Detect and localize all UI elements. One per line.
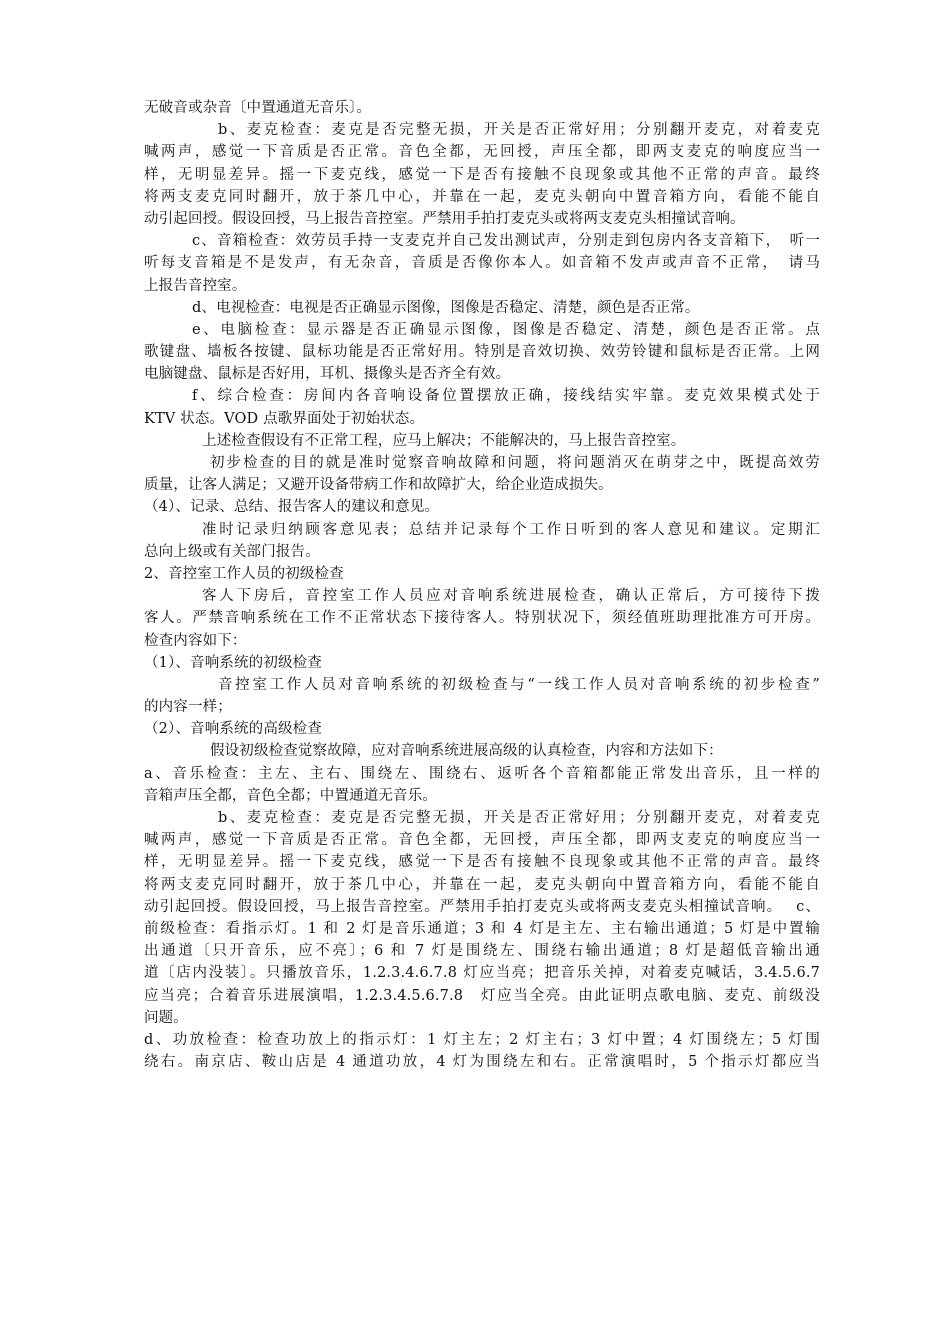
text-line: 无破音或杂音〔中置通道无音乐〕。 [144,100,372,116]
text-line: c、音箱检查：效劳员手持一支麦克并自己发出测试声，分别走到包房内各支音箱下， 听一 [192,233,820,250]
text-line: 电脑键盘、鼠标是否好用，耳机、摄像头是否齐全有效。 [144,366,511,383]
text-line: 问题。 [144,1009,188,1026]
document-page [144,97,820,1073]
text-line: d、功放检查：检查功放上的指示灯：1 灯主左；2 灯主右；3 灯中置；4 灯围绕左；5 灯围 [144,1031,820,1048]
text-line: 动引起回授。假设回授，马上报告音控室。严禁用手拍打麦克头或将两支麦克头相撞试音响。 [144,210,745,227]
text-line: 客人下房后，音控室工作人员应对音响系统进展检查，确认正常后，方可接待下拨 [202,588,820,605]
text-line: 将两支麦克同时翻开，放于茶几中心，并靠在一起，麦克头朝向中置音箱方向，看能不能自 [144,876,820,893]
text-line: 道〔店内没装〕。只播放音乐，1.2.3.4.6.7.8 灯应当亮；把音乐关掉，对着麦克喊话，3.4.5.6.7 [144,965,820,982]
text-line: 绕右。南京店、鞍山店是 4 通道功放，4 灯为围绕左和右。正常演唱时，5 个指示灯都应当 [144,1054,820,1071]
text-line: b、麦克检查：麦克是否完整无损，开关是否正常好用；分别翻开麦克，对着麦克 [218,810,820,826]
text-line: 喊两声，感觉一下音质是否正常。音色全都，无回授，声压全都，即两支麦克的响度应当一 [144,144,820,161]
text-line: d、电视检查：电视是否正确显示图像，图像是否稳定、清楚，颜色是否正常。 [192,299,700,316]
text-line: 初步检查的目的就是准时觉察音响故障和问题，将问题消灭在萌芽之中，既提高效劳 [210,455,820,471]
text-line: 检查内容如下： [144,632,247,649]
text-line: 样，无明显差异。摇一下麦克线，感觉一下是否有接触不良现象或其他不正常的声音。最终 [144,166,820,183]
text-line: 听每支音箱是不是发声，有无杂音，音质是否像你本人。如音箱不发声或声音不正常， 请马 [144,255,820,272]
text-line: 上报告音控室。 [144,277,247,294]
text-line: 喊两声，感觉一下音质是否正常。音色全都，无回授，声压全都，即两支麦克的响度应当一 [144,832,820,849]
text-line: b、麦克检查：麦克是否完整无损，开关是否正常好用；分别翻开麦克，对着麦克 [218,122,820,139]
text-line: （2）、音响系统的高级检查 [144,721,322,738]
text-line: 出通道〔只开音乐，应不亮〕；6 和 7 灯是围绕左、围绕右输出通道；8 灯是超低音输出通 [144,943,820,960]
text-line: e、电脑检查：显示器是否正确显示图像，图像是否稳定、清楚，颜色是否正常。点 [192,321,820,338]
text-line: 动引起回授。假设回授，马上报告音控室。严禁用手拍打麦克头或将两支麦克头相撞试音响。 c、 [144,898,820,915]
text-line: 应当亮；合着音乐进展演唱，1.2.3.4.5.6.7.8 灯应当全亮。由此证明点歌电脑、麦克、前级没 [144,987,820,1004]
text-line: 2、音控室工作人员的初级检查 [144,565,344,582]
text-line: 准时记录归纳顾客意见表；总结并记录每个工作日听到的客人意见和建议。定期汇 [202,521,820,538]
text-line: a、音乐检查：主左、主右、围绕左、围绕右、返听各个音箱都能正常发出音乐，且一样的 [144,765,820,782]
text-line: 的内容一样； [144,699,232,716]
text-line: f、综合检查：房间内各音响设备位置摆放正确，接线结实牢靠。麦克效果模式处于 [192,388,820,405]
text-line: 总向上级或有关部门报告。 [144,543,320,560]
text-line: 前级检查：看指示灯。1 和 2 灯是音乐通道；3 和 4 灯是主左、主右输出通道；5 灯是中置输 [144,920,820,937]
text-line: 歌键盘、墙板各按键、鼠标功能是否正常好用。特别是音效切换、效劳铃键和鼠标是否正常。上网 [144,344,820,361]
text-line: （1）、音响系统的初级检查 [144,654,322,671]
text-line: KTV 状态。VOD 点歌界面处于初始状态。 [144,410,425,427]
text-line: 音箱声压全都，音色全都；中置通道无音乐。 [144,787,437,804]
text-line: 音控室工作人员对音响系统的初级检查与“一线工作人员对音响系统的初步检查” [218,676,820,693]
text-line: 上述检查假设有不正常工程，应马上解决；不能解决的，马上报告音控室。 [202,432,686,449]
text-line: 将两支麦克同时翻开，放于茶几中心，并靠在一起，麦克头朝向中置音箱方向，看能不能自 [144,188,820,205]
text-line: 假设初级检查觉察故障，应对音响系统进展高级的认真检查，内容和方法如下： [210,743,723,760]
text-line: 样，无明显差异。摇一下麦克线，感觉一下是否有接触不良现象或其他不正常的声音。最终 [144,854,820,871]
text-line: 质量，让客人满足；又避开设备带病工作和故障扩大，给企业造成损失。 [144,477,613,494]
text-line: 客人。严禁音响系统在工作不正常状态下接待客人。特别状况下，须经值班助理批准方可开房。 [144,610,820,627]
text-line: （4）、记录、总结、报告客人的建议和意见。 [144,499,440,516]
